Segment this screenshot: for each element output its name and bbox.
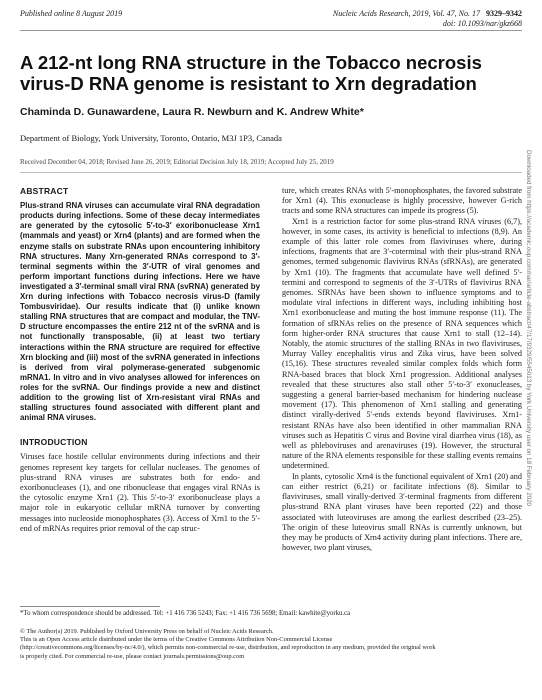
permissions-line: is properly cited. For commercial re-use, please contact journals.permissions@oup.com (20, 652, 245, 660)
article-title: A 212-nt long RNA structure in the Tobacco necrosis virus-D RNA genome is resistant to Xrn degradation (20, 52, 482, 94)
journal-citation (300, 9, 522, 29)
copyright-line: © The Author(s) 2019. Published by Oxford University Press on behalf of Nucleic Acids Research. (20, 628, 274, 635)
published-date: Published online 8 August 2019 (20, 9, 123, 18)
body-paragraph: In plants, cytosolic Xrn4 is the functional equivalent of Xrn1 (20) and can either restrict (6,21) or facilitate infections (8). Similar to flaviviruses, small virally-derived 3′-terminal fragments from different plus-strand RNA plant viruses have been reported (22) and those associated with luteoviruses are among the earliest described (23–25). The origin of these luteovirus small RNAs is currently unknown, but they may be products of Xrn4 activity during plant infections. There are, however, two plant viruses, (282, 471, 522, 553)
journal-name: Nucleic Acids Research, 2019, Vol. 47, No. 17 (332, 9, 480, 18)
body-paragraph: ture, which creates RNAs with 5′-monophosphates, the favored substrate for Xrn1 (4). This exonuclease is highly processive, however G-rich tracts and some RNA structures can impede its progress (5). (282, 186, 522, 216)
page-range: 9329–9342 (486, 9, 522, 18)
license-url-line[interactable]: (http://creativecommons.org/licenses/by-nc/4.0/), which permits non-commercial re-use, distribution, and reproduction in any medium, provided the original work (20, 644, 436, 652)
right-column (282, 186, 522, 553)
received-dates: Received December 04, 2018; Revised June 26, 2019; Editorial Decision July 18, 2019; Accepted July 25, 2019 (20, 158, 334, 166)
affiliation: Department of Biology, York University, Toronto, Ontario, M3J 1P3, Canada (20, 133, 282, 143)
dates-divider (20, 172, 522, 173)
copyright-notice (20, 628, 520, 661)
abstract-body: Plus-strand RNA viruses can accumulate viral RNA degradation products during infections. Some of these decay intermediates are generated by the cytosolic 5′-to-3′ exoribonuclease Xrn1 (mammals and yeast) or Xrn4 (plants) and are formed when the enzyme stalls on substrate RNAs upon encountering inhibitory RNA structures. Many Xrn-generated RNAs correspond to 3′-terminal segments within the 3′-UTR of viral genomes and perform important functions during infections. Here we have investigated a 3′-terminal small viral RNA (svRNA) generated by Xrn during infections with Tobacco necrosis virus-D (family Tombusviridae). Our results indicate that (i) unlike known stalling RNA structures that are compact and modular, the TNV-D structure encompasses the entire 212 nt of the svRNA and is not functionally transposable, (ii) at least two tertiary interactions within the RNA structure are required for effective Xrn blocking and (iii) most of the svRNA generated in infections is derived from viral polymerase-generated subgenomic mRNA1. In vitro and in vivo analyses allowed for inferences on roles for the svRNA. Our findings provide a new and distinct addition to the growing list of Xrn-resistant viral RNAs and stalling structures found associated with different plant and animal RNA viruses. (20, 201, 260, 423)
header-divider (20, 30, 522, 31)
correspondence-footnote: *To whom correspondence should be addressed. Tel: +1 416 736 5243; Fax: +1 416 736 5698; Email: kawhite@yorku.ca (20, 610, 351, 617)
abstract-heading: ABSTRACT (20, 186, 69, 196)
license-line: This is an Open Access article distributed under the terms of the Creative Commons Attribution Non-Commercial License (20, 636, 333, 644)
footnote-divider (20, 606, 160, 607)
doi[interactable]: doi: 10.1093/nar/gkz668 (442, 19, 522, 28)
body-paragraph: Xrn1 is a restriction factor for some plus-strand RNA viruses (6,7), however, in some cases, its activity is beneficial to infections (8,9). An example of this latter role comes from flaviviruses where, during infections, fragments that are 3′-coterminal with their plus-strand RNA genomes, termed subgenomic flavivirus RNAs (sfRNAs), are generated by Xrn1 (10). The fragments that accumulate have well defined 5′-termini and correspond to segments of the 3′-UTRs of flavivirus RNA genomes. SfRNAs have been shown to influence symptoms and to modulate viral infections in different ways, including inhibiting host Xrn1 exoribonuclease and muting the host immune response (11). The formation of sfRNAs relies on the presence of RNA sequences which form higher-order RNA structures that cause Xrn1 to stall (12–14). Notably, the atomic structures of the stalling RNAs in two flaviviruses, Murray Valley encephalitis virus and Zika virus, have been solved (15,16). These structures revealed similar complex folds which form RNA-based braces that block Xrn1 progression. Additional analyses revealed that these structures also stall other 5′-to-3′ exonucleases, suggesting a general barrier-based mechanism for hindering nuclease movement (17). This phenomenon of Xrn1 stalling and generating distinct virally-derived 5′-ends extends beyond flaviviruses. Xrn1-resistant RNAs have also been identified in other mammalian RNA viruses such as Hepatitis C virus and Bovine viral diarrhea virus (18), as well as phleboviruses and arenaviruses (19). However, the structural nature of the RNA elements responsible for these stalling events remains undetermined. (282, 216, 522, 471)
introduction-heading: INTRODUCTION (20, 437, 88, 448)
left-column (20, 186, 260, 534)
author-list: Chaminda D. Gunawardene, Laura R. Newburn and K. Andrew White* (20, 106, 364, 118)
introduction-paragraph: Viruses face hostile cellular environments during infections and their genomes represent key targets for cellular nucleases. The genomes of plus-strand RNA viruses are substrates both for endo- and exoribonucleases (1), and one ribonuclease that engages viral RNAs is the cytosolic enzyme Xrn1 (2). This 5′-to-3′ exoribonuclease plays a major role in eukaryotic cellular mRNA turnover by converting messages into nucleoside monophosphates (3). Access of Xrn1 to the 5′-end of mRNAs requires prior removal of the cap struc- (20, 452, 260, 533)
download-watermark: Downloaded from https://academic.oup.com/nar/article-abstract/47/17/9329/5545013 by York University user on 18 February 2020 (525, 150, 532, 506)
